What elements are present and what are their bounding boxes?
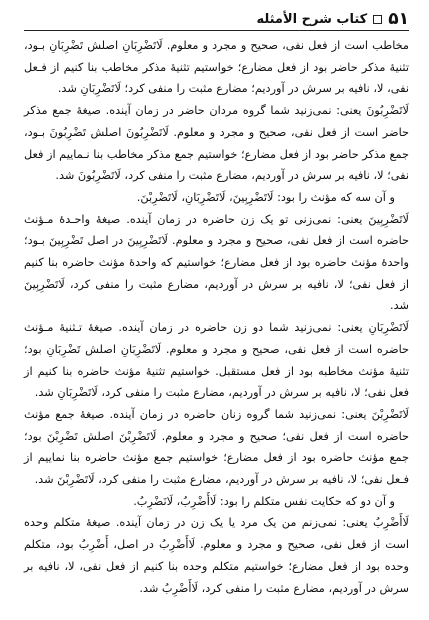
page-header [24,8,409,31]
page-body [24,35,409,599]
page-number: ۵۱ [388,9,409,29]
paragraph: لَاتَضْرِبِینَ یعنی: نمی‌زنی تو یک زن حاضره در زمان آینده. صیغهٔ واحـدهٔ مـؤنث حاضره است از فعل نفی، صحیح و مجرد و معلوم. لَاتَضْرِبِینَ در اصل تَضْرِبِینَ بـود؛ واحدهٔ مؤنث حاضره بود از فعل مضارع؛ خواستیم که واحدهٔ مؤنث حاضره بنا کنیم از فعل نفی؛ لا، نافیه بر سرش در آوردیم، مضارع مثبت را منفی کرد، لَاتَضْرِبِینَ شد. [24,212,409,313]
paragraph: و آن سه که مؤنث را بود: لَاتَضْرِبِینَ، لَاتَضْرِبَانِ، لَاتَضْرِبْنَ. [136,190,395,204]
paragraph: لَاتَضْرِبْنَ یعنی: نمی‌زنید شما گروه زنان حاضره در زمان آینده. صیغهٔ جمع مؤنث حاضره است از فعل نفی؛ صحیح و مجرد و معلوم. لَاتَضْرِبْنَ اصلش تَضْرِبْنَ بود؛ جمع مؤنث حاضره بود از فعل مضارع؛ خواستیم جمع مؤنث حاضره بنا نماییم از فـعل نفی؛ لا، نافیه بر سرش در آوردیم، مضارع مثبت را منفی کرد، لَاتَضْرِبْنَ شد. [24,407,409,487]
paragraph: لَاأَضْرِبُ یعنی: نمی‌زنم من یک مرد یا یک زن در زمان آینده. صیغهٔ متکلم وحده است از فعل نفی، صحیح و مجرد و معلوم. لَاأَضْرِبُ در اصل، أَضْرِبُ بود، متکلم وحده بود از فعل مضارع؛ خواستیم متکلم وحده بنا کنیم از فعل نفی، لا، نافیه بر سرش در آوردیم، مضارع مثبت را منفی کرد، لَاأَضْرِبُ شد. [24,516,409,595]
square-ornament-icon [373,15,382,24]
paragraph: و آن دو که حکایت نفس متکلم را بود: لَاأَضْرِبُ، لَانَضْرِبُ. [133,494,395,508]
paragraph: لَاتَضْرِبَانِ یعنی: نمی‌زنید شما دو زن حاضره در زمان آینده. صیغهٔ تـثنیهٔ مـؤنث حاضره است از فعل نفی، صحیح و مجرد و معلوم. لَاتَضْرِبَانِ اصلش تَضْرِبَانِ بود؛ تثنیهٔ مؤنث مخاطبه بود از فعل مستقبل. خواستیم تثنیهٔ مؤنث حاضره بنا کنیم از فعل نفی؛ لا، نافیه بر سرش در آوردیم، مضارع مثبت را منفی کرد، لَاتَضْرِبَانِ شد. [24,321,409,400]
paragraph: مخاطب است از فعل نفی، صحیح و مجرد و معلوم. لَاتَضْرِبَانِ اصلش تَضْرِبَانِ بـود، تثنیهٔ مذکر حاضر بود از فعل مضارع؛ خواستیم تثنیهٔ مذکر مخاطب بنا کنیم از فـعل نفی، لا، نافیه بر سرش در آوردیم؛ مضارع مثبت را منفی کرد؛ لَاتَضْرِبَانِ شد. [24,39,409,96]
book-title: کتاب شرح الأمثله [256,11,368,27]
paragraph: لَاتَضْرِبُونَ یعنی: نمی‌زنید شما گروه مردان حاضر در زمان آینده. صیغهٔ جمع مذکر حاضر است از فعل نفی، صحیح و مجرد و معلوم. لَاتَضْرِبُونَ اصلش تَضْرِبُونَ بـود، جمع مذکر حاضر بود از فعل مضارع؛ خواستیم جمع مذکر مخاطب بنا نـماییم از فعل نفی؛ لا، نافیه بر سرش در آوردیم، مضارع مثبت را منفی کرد، لَاتَضْرِبُونَ شد. [24,104,409,183]
